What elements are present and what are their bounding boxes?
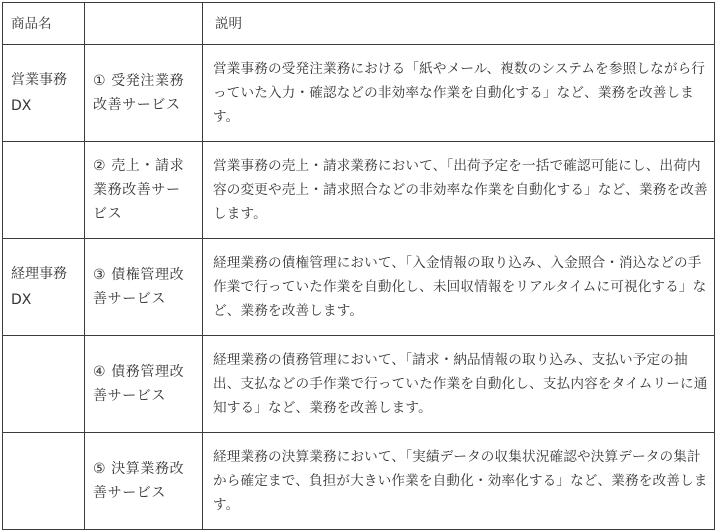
service-description-table: [2, 2, 715, 530]
category-cell: 経理事務DX: [3, 239, 85, 336]
description-cell: 経理業務の債務管理において、「請求・納品情報の取り込み、支払い予定の抽出、支払などの手作業で行っていた作業を自動化し、支払内容をタイムリーに通知する」など、業務を改善します。: [203, 336, 715, 433]
category-cell: 営業事務DX: [3, 45, 85, 142]
category-cell: [3, 336, 85, 433]
service-name-cell: ④ 債務管理改善サービス: [85, 336, 203, 433]
service-name-cell: ① 受発注業務改善サービス: [85, 45, 203, 142]
header-description: 説明: [203, 3, 715, 45]
category-cell: [3, 142, 85, 239]
table-row: [3, 45, 715, 142]
service-name-cell: ② 売上・請求業務改善サービス: [85, 142, 203, 239]
description-cell: 経理業務の債権管理において、「入金情報の取り込み、入金照合・消込などの手作業で行っていた作業を自動化し、未回収情報をリアルタイムに可視化する」など、業務を改善します。: [203, 239, 715, 336]
table-row: [3, 433, 715, 530]
description-cell: 営業事務の受発注業務における「紙やメール、複数のシステムを参照しながら行っていた入力・確認などの非効率な作業を自動化する」など、業務を改善します。: [203, 45, 715, 142]
category-cell: [3, 433, 85, 530]
header-product-name: 商品名: [3, 3, 85, 45]
table-row: [3, 239, 715, 336]
table-row: [3, 142, 715, 239]
description-cell: 経理業務の決算業務において、「実績データの収集状況確認や決算データの集計から確定まで、負担が大きい作業を自動化・効率化する」など、業務を改善します。: [203, 433, 715, 530]
table-header-row: [3, 3, 715, 45]
table-row: [3, 336, 715, 433]
service-name-cell: ③ 債権管理改善サービス: [85, 239, 203, 336]
header-blank: [85, 3, 203, 45]
description-cell: 営業事務の売上・請求業務において、「出荷予定を一括で確認可能にし、出荷内容の変更や売上・請求照合などの非効率な作業を自動化する」など、業務を改善します。: [203, 142, 715, 239]
service-name-cell: ⑤ 決算業務改善サービス: [85, 433, 203, 530]
